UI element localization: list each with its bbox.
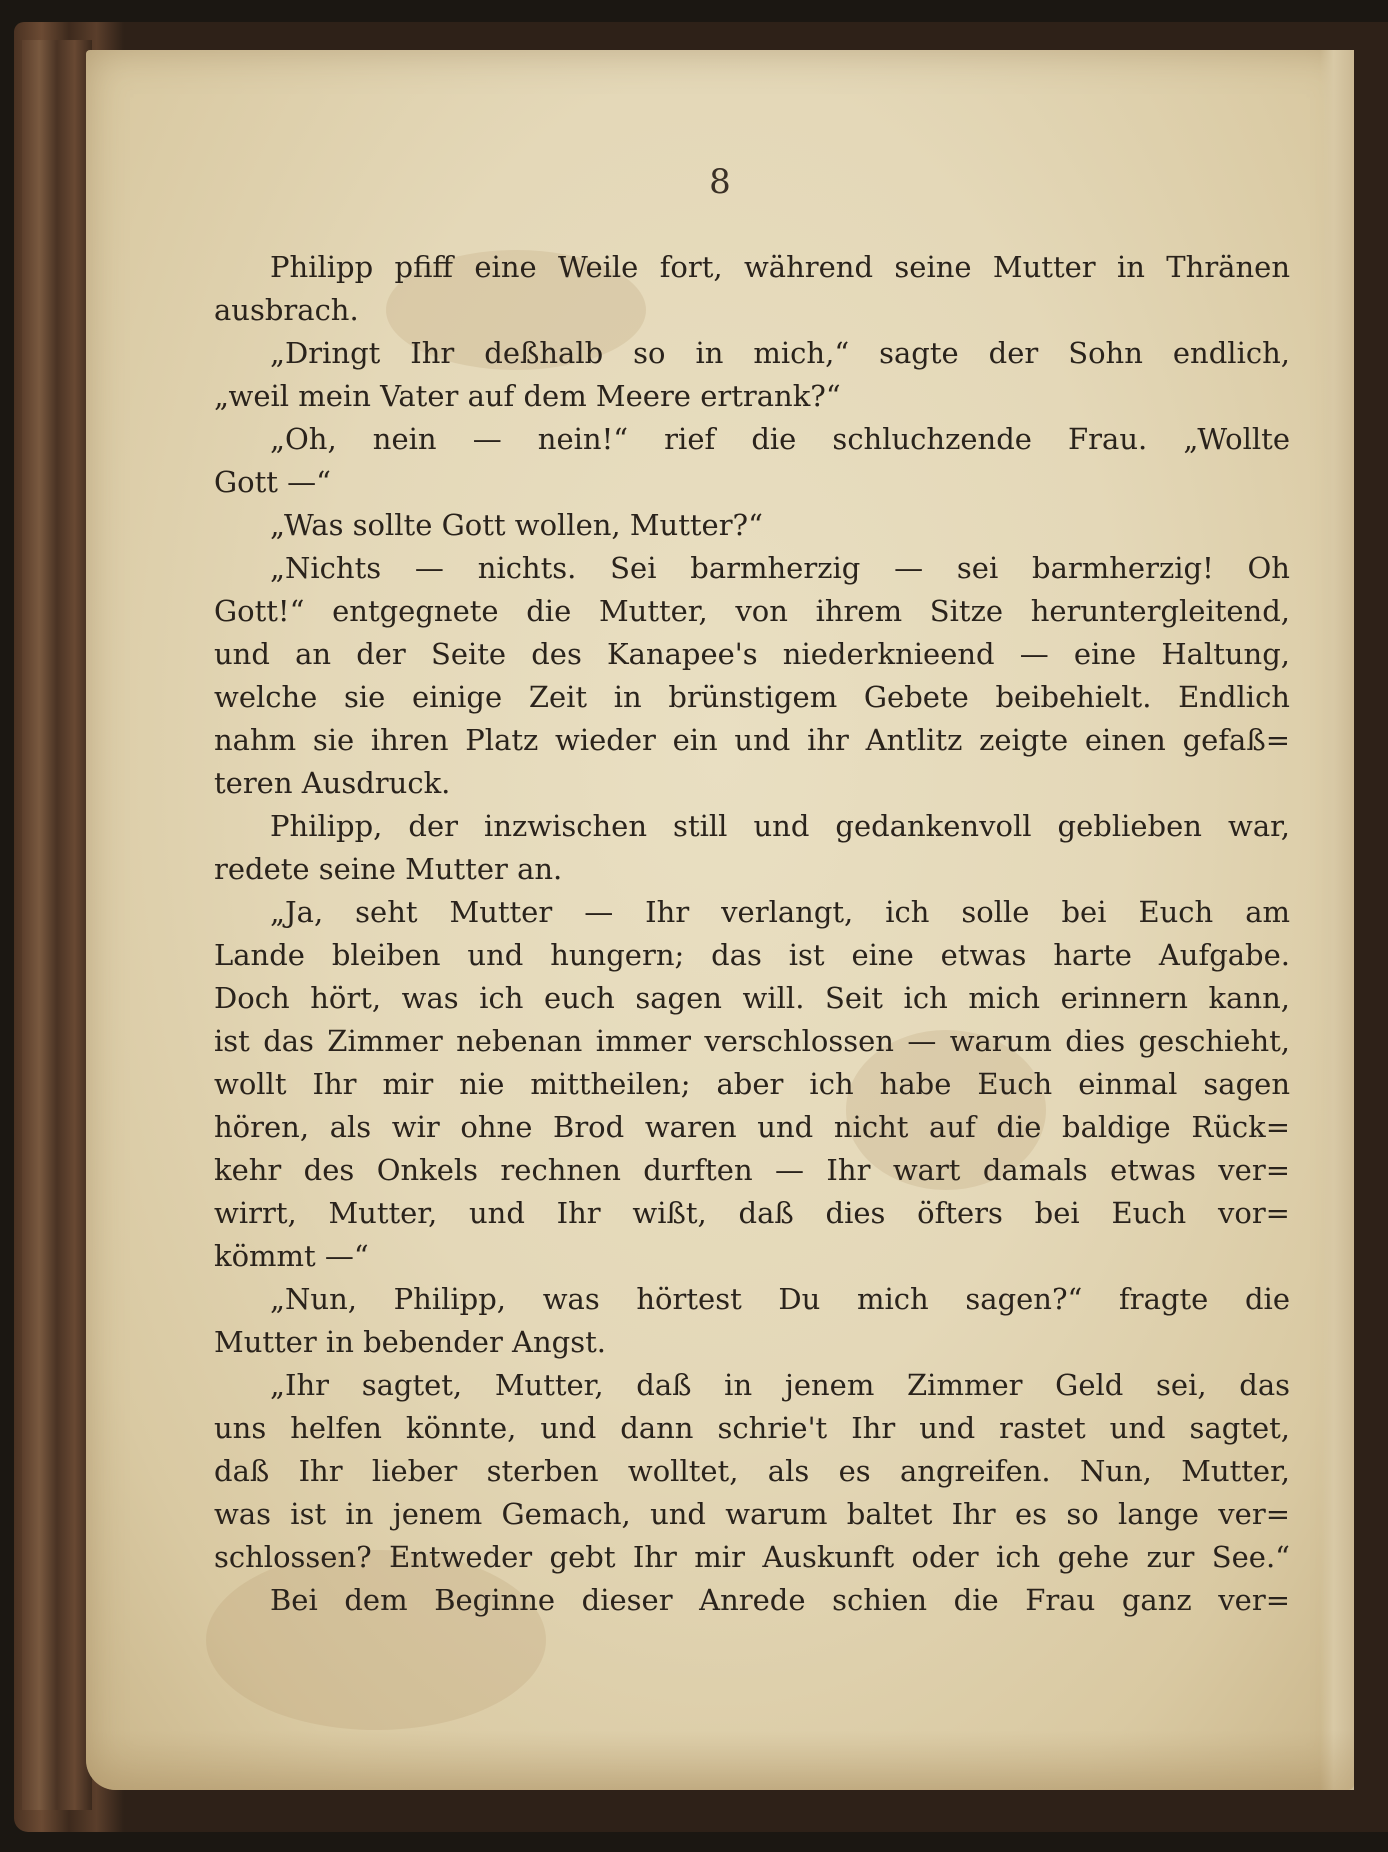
text-line: Doch hört, was ich euch sagen will. Seit ich mich erinnern kann, xyxy=(214,981,1290,1015)
text-line: hören, als wir ohne Brod waren und nicht auf die baldige Rück= xyxy=(214,1110,1290,1144)
text-line: „Ihr sagtet, Mutter, daß in jenem Zimmer Geld sei, das xyxy=(270,1368,1290,1402)
text-line: was ist in jenem Gemach, und warum baltet Ihr es so lange ver= xyxy=(214,1497,1290,1531)
text-line: kehr des Onkels rechnen durften — Ihr wart damals etwas ver= xyxy=(214,1153,1290,1187)
text-line: „Dringt Ihr deßhalb so in mich,“ sagte der Sohn endlich, xyxy=(270,336,1290,370)
text-line: „Nun, Philipp, was hörtest Du mich sagen?“ fragte die xyxy=(270,1282,1290,1316)
text-line: ausbrach. xyxy=(214,293,359,327)
text-line: Lande bleiben und hungern; das ist eine etwas harte Aufgabe. xyxy=(214,938,1290,972)
text-line: „Oh, nein — nein!“ rief die schluchzende Frau. „Wollte xyxy=(270,422,1290,456)
text-line: ist das Zimmer nebenan immer verschlossen — warum dies geschieht, xyxy=(214,1024,1290,1058)
book-spine xyxy=(22,40,92,1810)
text-line: nahm sie ihren Platz wieder ein und ihr Antlitz zeigte einen gefaß= xyxy=(214,723,1290,757)
text-line: „Nichts — nichts. Sei barmherzig — sei barmherzig! Oh xyxy=(270,551,1290,585)
text-line: Gott —“ xyxy=(214,465,331,499)
text-line: Mutter in bebender Angst. xyxy=(214,1325,606,1359)
text-line: Gott!“ entgegnete die Mutter, von ihrem Sitze heruntergleitend, xyxy=(214,594,1290,628)
text-line: daß Ihr lieber sterben wolltet, als es angreifen. Nun, Mutter, xyxy=(214,1454,1290,1488)
text-line: uns helfen könnte, und dann schrie't Ihr und rastet und sagtet, xyxy=(214,1411,1290,1445)
paper-page xyxy=(86,50,1354,1790)
page-edge-right xyxy=(1320,50,1354,1790)
text-line: „Was sollte Gott wollen, Mutter?“ xyxy=(270,508,763,542)
text-line: Philipp pfiff eine Weile fort, während seine Mutter in Thränen xyxy=(270,250,1290,284)
body-text xyxy=(214,246,1290,1622)
text-line: wirrt, Mutter, und Ihr wißt, daß dies öfters bei Euch vor= xyxy=(214,1196,1290,1230)
text-line: wollt Ihr mir nie mittheilen; aber ich habe Euch einmal sagen xyxy=(214,1067,1290,1101)
page-number: 8 xyxy=(709,162,731,202)
text-line: welche sie einige Zeit in brünstigem Gebete beibehielt. Endlich xyxy=(214,680,1290,714)
text-line: Philipp, der inzwischen still und gedankenvoll geblieben war, xyxy=(270,809,1290,843)
text-line: „Ja, seht Mutter — Ihr verlangt, ich solle bei Euch am xyxy=(270,895,1290,929)
page-edge-bottom xyxy=(86,1730,1354,1790)
text-line: schlossen? Entweder gebt Ihr mir Auskunft oder ich gehe zur See.“ xyxy=(214,1540,1290,1574)
text-line: kömmt —“ xyxy=(214,1239,369,1273)
text-line: „weil mein Vater auf dem Meere ertrank?“ xyxy=(214,379,841,413)
text-line: und an der Seite des Kanapee's niederknieend — eine Haltung, xyxy=(214,637,1290,671)
text-line: redete seine Mutter an. xyxy=(214,852,563,886)
text-line: Bei dem Beginne dieser Anrede schien die Frau ganz ver= xyxy=(270,1583,1290,1617)
text-line: teren Ausdruck. xyxy=(214,766,451,800)
